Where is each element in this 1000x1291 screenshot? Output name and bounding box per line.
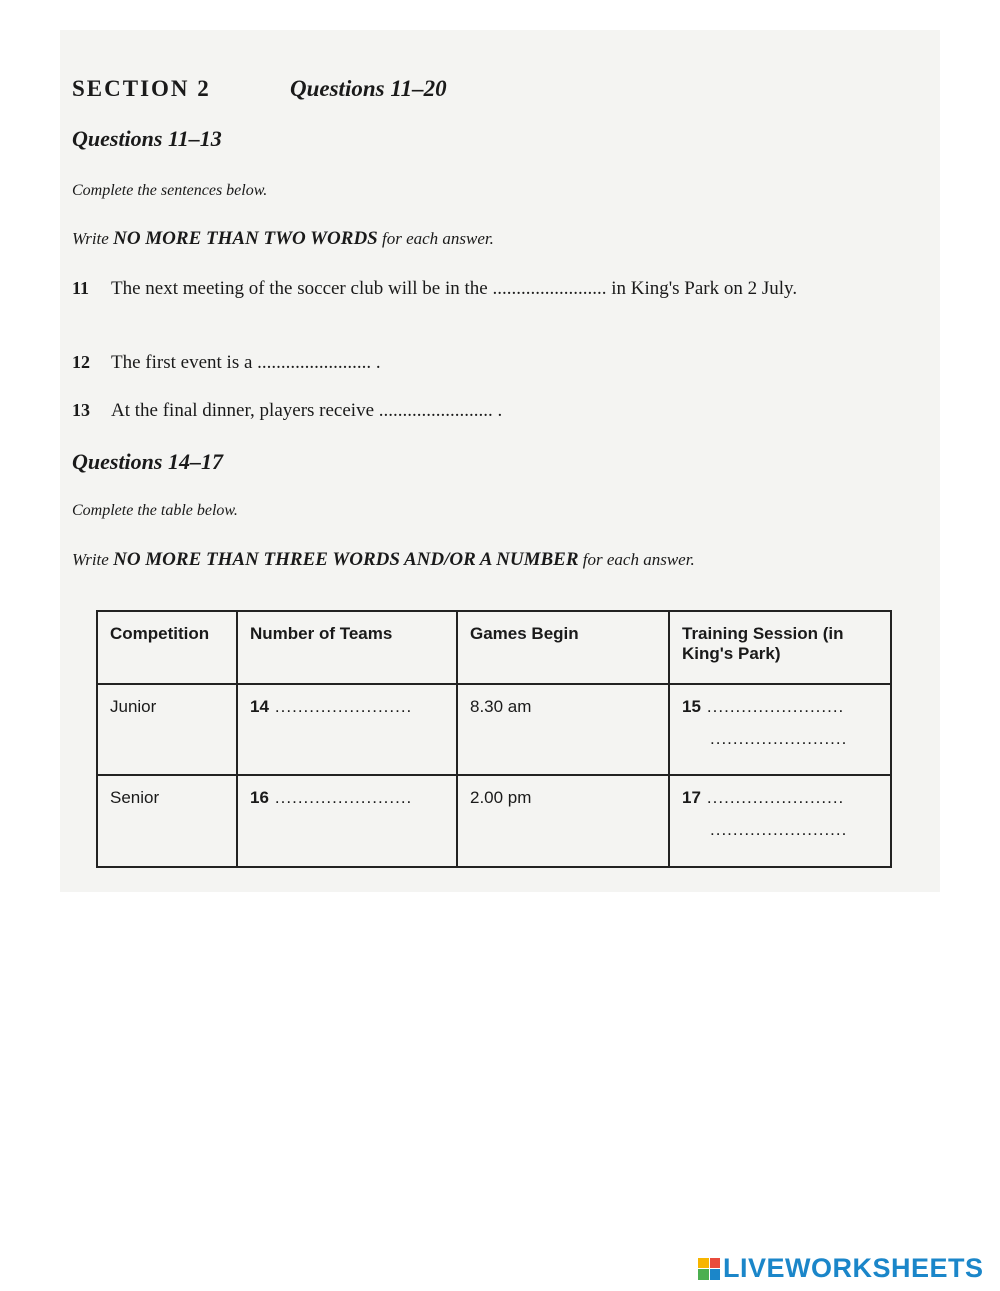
section-title: SECTION 2 [72,76,211,101]
part1-word-limit: Write NO MORE THAN TWO WORDS for each answer. [72,228,494,249]
cell-games-begin: 2.00 pm [457,775,669,867]
table-header-row [97,611,891,684]
question-text: The first event is a ........................ . [111,352,381,373]
question-number: 16 [250,788,269,808]
logo-block-icon [698,1269,709,1280]
question-number: 11 [72,278,90,298]
cell-competition: Senior [97,775,237,867]
section-range: Questions 11–20 [290,76,447,101]
cell-competition: Junior [97,684,237,776]
logo-block-icon [710,1269,721,1280]
question-text: The next meeting of the soccer club will be in the ........................ in King's Park on 2 July. [111,278,798,299]
answer-blank-line-2: ........................ [710,820,848,840]
table-row [97,775,891,867]
answer-blank: ........................ [274,696,413,716]
questions-11-13-heading: Questions 11–13 [72,126,222,151]
header-number-of-teams: Number of Teams [237,611,457,684]
question-number: 15 [682,696,701,716]
liveworksheets-logo-icon [698,1258,720,1280]
answer-blank: ........................ [706,696,845,716]
liveworksheets-logo[interactable] [698,1253,984,1284]
cell-games-begin: 8.30 am [457,684,669,776]
cell-teams-q14 [237,684,457,776]
question-number: 17 [682,788,701,808]
logo-text: LIVEWORKSHEETS [723,1253,984,1283]
cell-teams-q16 [237,775,457,867]
header-competition: Competition [97,611,237,684]
part1-instruction: Complete the sentences below. [72,182,268,199]
table-row [97,684,891,776]
cell-training-q15 [669,684,891,776]
answer-blank-line-2: ........................ [710,728,848,748]
question-number: 14 [250,696,269,716]
cell-training-q17 [669,775,891,867]
questions-14-17-heading: Questions 14–17 [72,449,223,474]
logo-block-icon [698,1258,709,1269]
question-number: 12 [72,352,90,372]
question-text: At the final dinner, players receive ........................ . [111,400,503,421]
header-games-begin: Games Begin [457,611,669,684]
answer-blank: ........................ [706,788,845,808]
part2-instruction: Complete the table below. [72,502,238,519]
answer-blank: ........................ [274,788,413,808]
question-number: 13 [72,400,90,420]
competition-table [96,610,890,868]
part2-word-limit: Write NO MORE THAN THREE WORDS AND/OR A NUMBER for each answer. [72,549,695,570]
logo-block-icon [710,1258,721,1269]
header-training-session: Training Session (in King's Park) [669,611,891,684]
